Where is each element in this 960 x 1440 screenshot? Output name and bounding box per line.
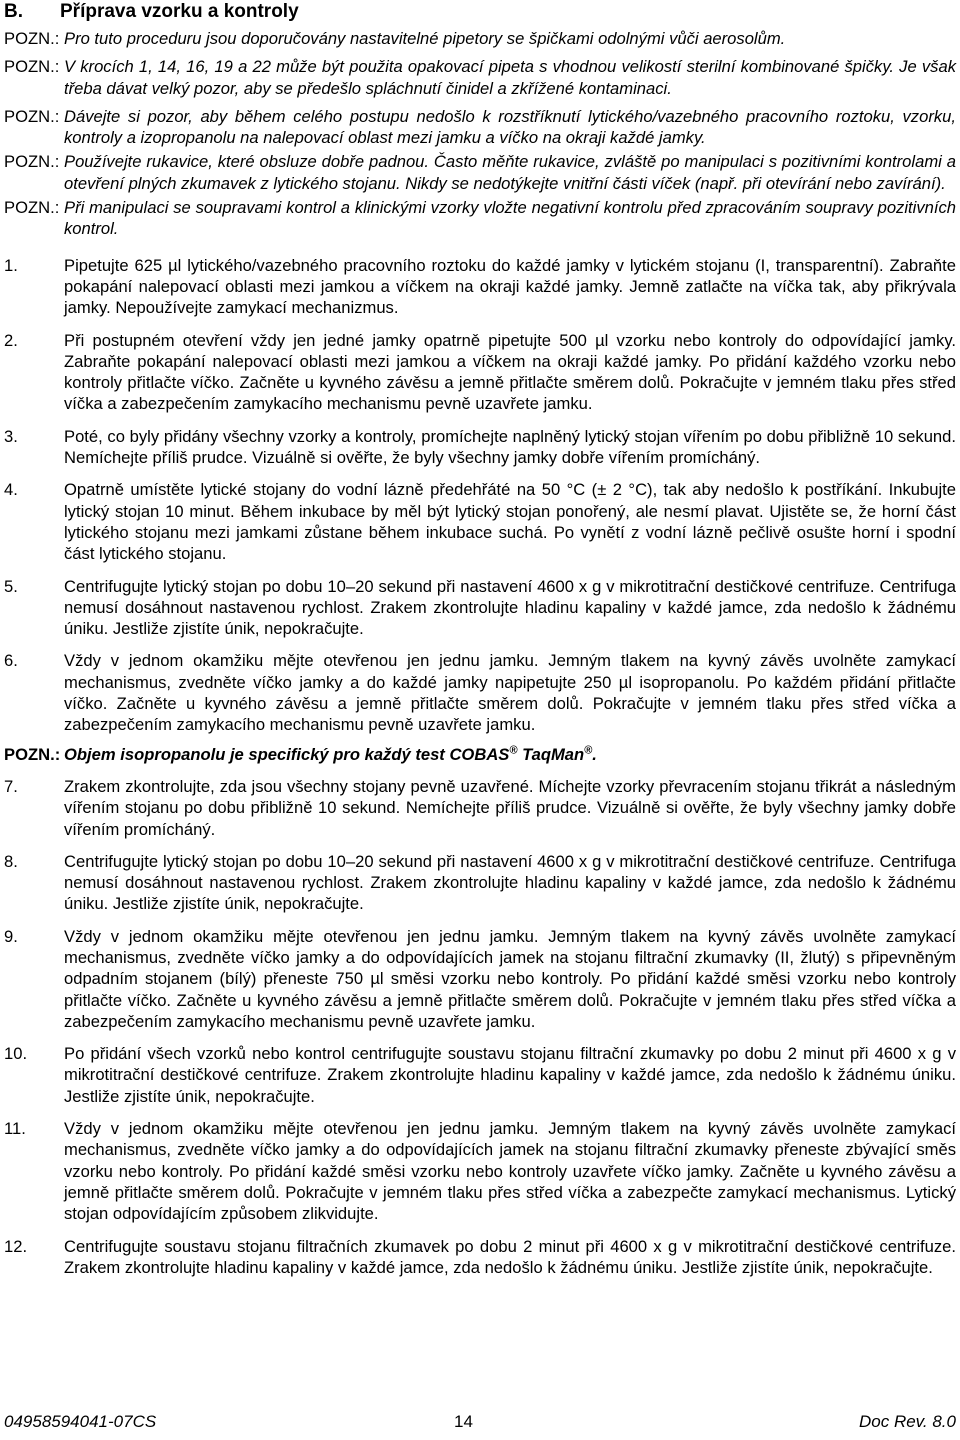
step-item <box>4 330 956 415</box>
step-item <box>4 851 956 915</box>
note <box>4 197 956 240</box>
step-number: 1. <box>4 255 18 275</box>
step-number: 3. <box>4 426 18 446</box>
step-text: Vždy v jednom okamžiku mějte otevřenou jen jednu jamku. Jemným tlakem na kyvný závěs uvolněte zamykací mechanismus, zvedněte víčko jamky a do každé jamky napipetujte 250 µl isopropanolu. Po každém přidání přitlačte víčko. Začněte u kyvného závěsu a jemně přitlačte směrem dolů. Pokračujte v jemném tlaku přes střed víčka a zabezpečením zamykacího mechanismu pevně uzavřete jamku. <box>64 651 956 735</box>
step-text: Pipetujte 625 µl lytického/vazebného pracovního roztoku do každé jamky v lytickém stojanu (I, transparentní). Zabraňte pokapání nalepovací oblasti mezi jamkou a víčkem na okraji každé jamky. Jemně zatlačte na víčka tak, aby přikrývala jamky. Nepoužívejte zamykací mechanizmus. <box>64 255 956 318</box>
section-title: Příprava vzorku a kontroly <box>60 1 299 22</box>
note-text: Při manipulaci se soupravami kontrol a klinickými vzorky vložte negativní kontrolu před zpracováním soupravy pozitivních kontrol. <box>64 198 956 239</box>
step-item <box>4 426 956 469</box>
step-text: Opatrně umístěte lytické stojany do vodní lázně předehřáté na 50 °C (± 2 °C), tak aby nedošlo k postříkání. Inkubujte lytický stojan 10 minut. Během inkubace by měl být lytický stojan ponořený, ale nesmí plavat. Ujistěte se, že horní část lytického stojanu mezi jamkami zůstane během inkubace suchá. Po vynětí z vodní lázně pečlivě osušte horní i spodní část lytického stojanu. <box>64 480 956 564</box>
step-text: Centrifugujte lytický stojan po dobu 10–20 sekund při nastavení 4600 x g v mikrotitrační destičkové centrifuze. Centrifuga nemusí dosáhnout nastavenou rychlost. Zrakem zkontrolujte hladinu kapaliny v každé jamce, zda nedošlo k žádnému úniku. Jestliže zjistíte únik, nepokračujte. <box>64 851 956 914</box>
section-heading <box>4 1 299 23</box>
step-item <box>4 479 956 564</box>
step-number: 6. <box>4 651 18 671</box>
step-number: 12. <box>4 1236 28 1256</box>
step-number: 10. <box>4 1044 28 1064</box>
document-revision: Doc Rev. 8.0 <box>858 1412 956 1431</box>
note-label: POZN.: <box>4 198 60 218</box>
step-text: Vždy v jednom okamžiku mějte otevřenou jen jednu jamku. Jemným tlakem na kyvný závěs uvolněte zamykací mechanismus, zvedněte víčko jamky a do odpovídajících jamek na stojanu filtrační zkumavky (II, žlutý) s připevněným odpadním stojanem (bílý) přeneste 750 µl směsi vzorku nebo kontroly. Po přidání každé směsi vzorku nebo kontroly přitlačte víčko. Začněte u kyvného závěsu a jemně přitlačte směrem dolů. Pokračujte v jemném tlaku přes střed víčka a zabezpečením zamykacího mechanismu pevně uzavřete jamku. <box>64 926 956 1031</box>
note-text: Dávejte si pozor, aby během celého postupu nedošlo k rozstříknutí lytického/vazebného pracovního roztoku, vzorku, kontroly a izopropanolu na nalepovací oblast mezi jamku a víčko na okraji každé jamky. <box>64 106 956 148</box>
step-item <box>4 576 956 640</box>
note <box>4 56 956 99</box>
step-item <box>4 255 956 319</box>
document-code: 04958594041-07CS <box>4 1412 157 1431</box>
page-footer <box>4 1412 956 1434</box>
step-item <box>4 650 956 735</box>
note-text: Pro tuto proceduru jsou doporučovány nastavitelné pipetory se špičkami odolnými vůči aerosolům. <box>64 29 786 48</box>
step-number: 7. <box>4 776 18 796</box>
step-number: 8. <box>4 851 18 871</box>
step-text: Centrifugujte lytický stojan po dobu 10–20 sekund při nastavení 4600 x g v mikrotitrační destičkové centrifuze. Centrifuga nemusí dosáhnout nastavenou rychlost. Zrakem zkontrolujte hladinu kapaliny v každé jamce, zda nedošlo k žádnému úniku. Jestliže zjistíte únik, nepokračujte. <box>64 576 956 639</box>
document-page <box>2 0 957 1440</box>
step-text: Vždy v jednom okamžiku mějte otevřenou jen jednu jamku. Jemným tlakem na kyvný závěs uvolněte zamykací mechanismus, zvedněte víčko jamky a do odpovídajících jamek na stojanu filtrační zkumavky přeneste zbývající směs vzorku nebo kontroly. Po přidání každé směsi vzorku nebo kontroly uzavřete víčko jamky. Začněte u kyvného závěsu a jemně přitlačte směrem dolů. Pokračujte v jemném tlaku přes střed víčka a zabezpečte zamykací mechanismus. Lytický stojan odpovídajícím způsobem zlikvidujte. <box>64 1119 956 1224</box>
note-label: POZN.: <box>4 152 60 172</box>
step-item <box>4 1043 956 1107</box>
step-text: Poté, co byly přidány všechny vzorky a kontroly, promíchejte naplněný lytický stojan vířením po dobu přibližně 10 sekund. Nemíchejte příliš prudce. Vizuálně si ověřte, že byly všechny jamky dobře vířením promícháný. <box>64 426 956 468</box>
note-label: POZN.: <box>4 744 61 764</box>
section-letter: B. <box>4 1 23 22</box>
note-isopropanol <box>4 744 956 765</box>
step-number: 9. <box>4 926 18 946</box>
step-item <box>4 776 956 840</box>
note-label: POZN.: <box>4 29 60 48</box>
note-text: Objem isopropanolu je specifický pro každý test COBAS® TaqMan®. <box>64 744 597 764</box>
page-number: 14 <box>454 1412 473 1431</box>
step-number: 5. <box>4 576 18 596</box>
step-text: Po přidání všech vzorků nebo kontrol centrifugujte soustavu stojanu filtrační zkumavky po dobu 2 minut při 4600 x g v mikrotitrační destičkové centrifuze. Zrakem zkontrolujte hladinu kapaliny v každé jamce, zda nedošlo k žádnému úniku. Jestliže zjistíte únik, nepokračujte. <box>64 1044 956 1106</box>
step-number: 11. <box>4 1119 26 1139</box>
step-number: 4. <box>4 480 18 500</box>
note <box>4 151 956 194</box>
step-item <box>4 1236 956 1279</box>
step-text: Při postupném otevření vždy jen jedné jamky opatrně pipetujte 500 µl vzorku nebo kontroly do odpovídající jamky. Zabraňte pokapání nalepovací oblasti mezi jamkou a víčkem na okraji každé jamky. Po přidání každého vzorku nebo kontroly přitlačte víčko. Začněte u kyvného závěsu a jemně přitlačte směrem dolů. Pokračujte v jemném tlaku přes střed víčka a zabezpečením zamykacího mechanismu pevně uzavřete jamku. <box>64 330 956 414</box>
step-text: Zrakem zkontrolujte, zda jsou všechny stojany pevně uzavřené. Míchejte vzorky převracením stojanu třikrát a následným vířením stojanu po dobu přibližně 10 sekund. Nemíchejte příliš prudce. Vizuálně si ověřte, že byly všechny jamky dobře vířením promícháný. <box>64 776 956 839</box>
step-item <box>4 1118 956 1224</box>
note-text: Používejte rukavice, které obsluze dobře padnou. Často měňte rukavice, zvláště po manipulaci s pozitivními kontrolami a otevření plných zkumavek z lytického stojanu. Nikdy se nedotýkejte vnitřní části víček (např. při otevírání nebo zavírání). <box>64 152 956 193</box>
note <box>4 28 956 49</box>
note-label: POZN.: <box>4 106 60 126</box>
step-item <box>4 926 956 1032</box>
note <box>4 106 956 149</box>
document-body <box>4 28 956 1278</box>
note-text: V krocích 1, 14, 16, 19 a 22 může být použita opakovací pipeta s vhodnou velikostí sterilní kombinované špičky. Je však třeba dávat velký pozor, aby se předešlo spláchnutí činidel a zkřížené kontaminaci. <box>64 57 956 98</box>
step-text: Centrifugujte soustavu stojanu filtračních zkumavek po dobu 2 minut při 4600 x g v mikrotitrační destičkové centrifuze. Zrakem zkontrolujte hladinu kapaliny v každé jamce, zda nedošlo k žádnému úniku. Jestliže zjistíte únik, nepokračujte. <box>64 1236 956 1277</box>
note-label: POZN.: <box>4 57 60 77</box>
step-number: 2. <box>4 330 18 350</box>
